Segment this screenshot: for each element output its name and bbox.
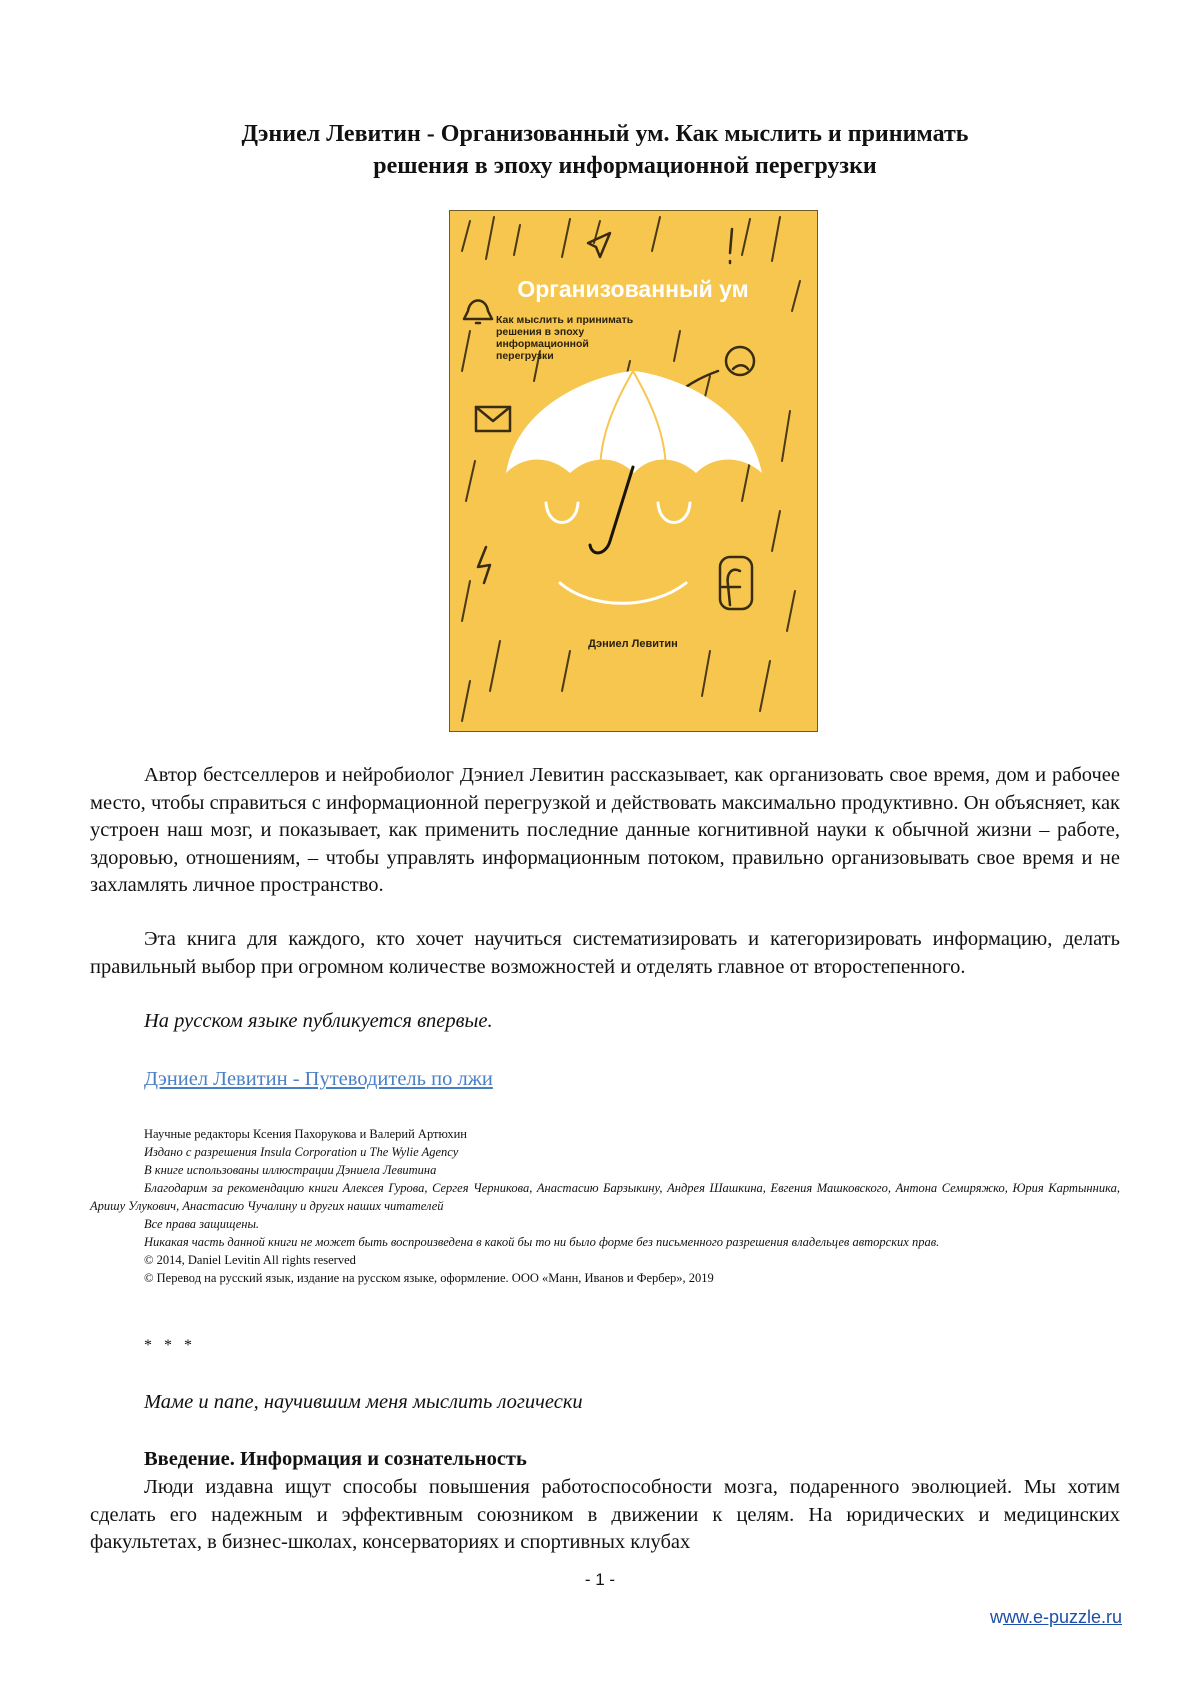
related-book-link[interactable]: Дэниел Левитин - Путеводитель по лжи [144,1068,493,1090]
credit-line: Все права защищены. [144,1217,260,1231]
book-cover-image [449,210,818,732]
credit-line: © Перевод на русский язык, издание на русском языке, оформление. ООО «Манн, Иванов и Фербер», 2019 [144,1271,714,1285]
page-number: - 1 - [584,1570,616,1589]
credit-line: © 2014, Daniel Levitin All rights reserved [144,1253,356,1267]
paragraph-1: Автор бестселлеров и нейробиолог Дэниел Левитин рассказывает, как организовать свое время, дом и рабочее место, чтобы справиться с информационной перегрузкой и действовать максимально продуктивно. Он объясняет, как устроен наш мозг, и показывает, как применить последние данные когнитивной науки к обычной жизни – работе, здоровью, отношениям, – чтобы управлять информационным потоком, правильно организовывать свое время и не захламлять личное пространство. [90,764,1120,896]
cover-title: Организованный ум [517,276,749,302]
svg-text:Как мыслить и принимать: Как мыслить и принимать [496,314,634,326]
paragraph-4: Люди издавна ищут способы повышения работоспособности мозга, подаренного эволюцией. Мы хотим сделать его надежным и эффективным союзником в движении к целям. На юридических и медицинских факультетах, в бизнес-школах, консерваториях и спортивных клубах [90,1476,1120,1553]
title-line-1: Дэниел Левитин - Организованный ум. Как мыслить и принимать [241,121,969,147]
credit-line: Научные редакторы Ксения Пахорукова и Валерий Артюхин [144,1127,467,1141]
cover-author: Дэниел Левитин [588,638,678,650]
site-footer [990,1607,1122,1628]
paragraph-3: На русском языке публикуется впервые. [144,1010,493,1032]
title-line-2: решения в эпоху информационной перегрузки [373,153,877,179]
svg-text:перегрузки: перегрузки [496,350,554,362]
credit-line: В книге использованы иллюстрации Дэниела Левитина [144,1163,437,1177]
document-title [90,118,1120,182]
svg-text:решения в эпоху: решения в эпоху [496,326,585,338]
dedication: Маме и папе, научившим меня мыслить логически [144,1391,583,1413]
credit-line: Благодарим за рекомендацию книги Алексея Гурова, Сергея Черникова, Анастасию Барзыкину, Андрея Шашкина, Евгения Машковского, Антона Семиряжко, Юрия Картынника, Аришу Улукович, Анастасию Чучалину и других наших читателей [90,1181,1120,1213]
site-prefix: w [989,1607,1003,1627]
credit-line: Никакая часть данной книги не может быть воспроизведена в какой бы то ни было форме без письменного разрешения владельцев авторских прав. [144,1235,940,1249]
svg-text:информационной: информационной [496,338,589,350]
section-separator: * * * [144,1337,196,1354]
cover-illustration [450,211,817,731]
section-heading: Введение. Информация и сознательность [144,1448,527,1470]
credit-line: Издано с разрешения Insula Corporation и The Wylie Agency [144,1145,459,1159]
site-link[interactable]: ww.e-puzzle.ru [1002,1607,1122,1627]
paragraph-2: Эта книга для каждого, кто хочет научиться систематизировать и категоризировать информацию, делать правильный выбор при огромном количестве возможностей и отделять главное от второстепенного. [90,928,1120,978]
credits-block [90,1125,1120,1287]
